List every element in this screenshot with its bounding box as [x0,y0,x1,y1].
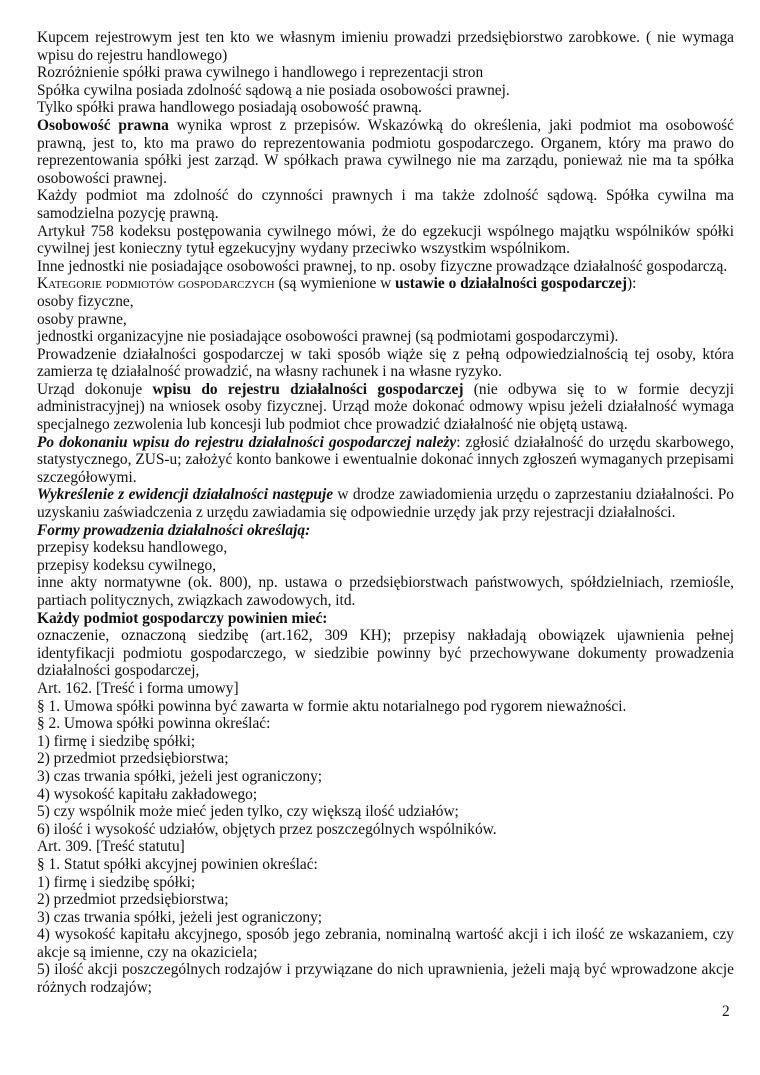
paragraph [37,82,734,100]
text-run: 5) czy wspólnik może mieć jeden tylko, czy większą ilość udziałów; [37,803,459,821]
paragraph [37,64,734,82]
paragraph [37,557,734,575]
text-run: Artykuł 758 kodeksu postępowania cywilnego mówi, że do egzekucji wspólnego majątku wspólników spółki cywilnej jest konieczny tytuł egzekucyjny wydany przeciwko wszystkim wspólnikom. [37,222,734,258]
text-run: Art. 162. [Treść i forma umowy] [37,679,239,697]
emphasized-text: Osobowość prawna [37,116,169,134]
document-body [37,29,734,997]
text-run: 4) wysokość kapitału zakładowego; [37,785,258,803]
emphasized-text: ustawie o działalności gospodarczej [395,275,627,293]
paragraph [37,275,734,293]
paragraph [37,768,734,786]
paragraph [37,627,734,680]
text-run: 3) czas trwania spółki, jeżeli jest ograniczony; [37,908,323,926]
emphasized-text: wpisu do rejestru działalności gospodarczej [152,380,464,398]
paragraph [37,346,734,381]
text-run: 1) firmę i siedzibę spółki; [37,873,196,891]
emphasized-text: Formy prowadzenia działalności określają: [37,521,311,539]
paragraph [37,610,734,628]
text-run: (nie odbywa się to w formie decyzji administracyjnej) na wniosek osoby fizycznej. Urząd może dokonać odmowy wpisu jeżeli działalność wymaga specjalnego zezwolenia lub koncesji lub podmiot chce prowadzić działalność nie objętą ustawą. [37,380,735,434]
text-run: przepisy kodeksu handlowego, [37,539,228,557]
text-run: § 2. Umowa spółki powinna określać: [37,715,271,733]
paragraph [37,856,734,874]
paragraph [37,926,734,961]
text-run: 2) przedmiot przedsiębiorstwa; [37,891,229,909]
text-run: inne akty normatywne (ok. 800), np. ustawa o przedsiębiorstwach państwowych, spółdzielniach, rzemiośle, partiach politycznych, związkach zawodowych, itd. [37,574,734,609]
text-run: Art. 309. [Treść statutu] [37,838,185,856]
text-run: Prowadzenie działalności gospodarczej w taki sposób wiąże się z pełną odpowiedzialnością tej osoby, która zamierza tę działalność prowadzić, na własny rachunek i na własne ryzyko. [37,345,734,381]
text-run: (są wymienione w [274,275,396,293]
text-run: jednostki organizacyjne nie posiadające osobowości prawnej (są podmiotami gospodarczymi). [37,328,619,346]
text-run: 3) czas trwania spółki, jeżeli jest ograniczony; [37,767,323,785]
text-run: Inne jednostki nie posiadające osobowości prawnej, to np. osoby fizyczne prowadzące działalność gospodarczą. [37,257,728,275]
text-run: ): [627,275,637,293]
text-run: § 1. Statut spółki akcyjnej powinien określać: [37,855,318,873]
paragraph [37,715,734,733]
text-run: Urząd dokonuje [37,380,153,398]
paragraph [37,258,734,276]
text-run: § 1. Umowa spółki powinna być zawarta w formie aktu notarialnego pod rygorem nieważności. [37,697,627,715]
emphasized-text: Wykreślenie z ewidencji działalności następuje [37,486,334,504]
paragraph [37,574,734,609]
paragraph [37,838,734,856]
paragraph [37,821,734,839]
text-run: w drodze zawiadomienia urzędu o zaprzestaniu działalności. Po uzyskaniu zaświadczenia z urzędu zawiadamia się odpowiednie urzędy jak przy rejestracji działalności. [37,486,734,522]
text-run: 4) wysokość kapitału akcyjnego, sposób jego zebrania, nominalną wartość akcji i ich ilość ze wskazaniem, czy akcje są imienne, czy na okaziciela; [37,926,734,961]
paragraph [37,874,734,892]
text-run: 5) ilość akcji poszczególnych rodzajów i przywiązane do nich uprawnienia, jeżeli mają być wprowadzone akcje różnych rodzajów; [37,961,734,997]
text-run: osoby prawne, [37,310,127,328]
paragraph [37,522,734,540]
text-run: oznaczenie, oznaczoną siedzibę (art.162, 309 KH); przepisy nakładają obowiązek ujawnienia pełnej identyfikacji podmiotu gospodarczego, w siedzibie powinny być przechowywane dokumenty prowadzenia działalności gospodarczej, [37,627,734,680]
text-run: wynika wprost z przepisów. Wskazówką do określenia, jaki podmiot ma osobowość prawną, jest to, kto ma prawo do reprezentowania podmiotu gospodarczego. Organem, który ma prawo do reprezentowania spółki jest zarząd. W spółkach prawa cywilnego nie ma zarządu, ponieważ nie ma ta spółka osobowości prawnej. [37,116,734,187]
paragraph [37,733,734,751]
text-run: Rozróżnienie spółki prawa cywilnego i handlowego i reprezentacji stron [37,64,484,82]
text-run: Spółka cywilna posiada zdolność sądową a nie posiada osobowości prawnej. [37,81,510,99]
paragraph [37,680,734,698]
paragraph [37,117,734,187]
paragraph [37,803,734,821]
paragraph [37,750,734,768]
paragraph [37,99,734,117]
text-run: : zgłosić działalność do urzędu skarbowego, statystycznego, ZUS-u; założyć konto bankowe i ewentualnie dokonać innych zgłoszeń wymaganych przepisami szczegółowymi. [37,433,734,486]
paragraph [37,293,734,311]
emphasized-text: Kategorie podmiotów gospodarczych [37,275,275,293]
text-run: 2) przedmiot przedsiębiorstwa; [37,750,229,768]
text-run: Każdy podmiot ma zdolność do czynności prawnych i ma także zdolność sądową. Spółka cywilna ma samodzielna pozycję prawną. [37,187,734,222]
paragraph [37,891,734,909]
paragraph [37,539,734,557]
text-run: osoby fizyczne, [37,292,134,310]
paragraph [37,223,734,258]
paragraph [37,311,734,329]
text-run: Kupcem rejestrowym jest ten kto we własnym imieniu prowadzi przedsiębiorstwo zarobkowe. ( nie wymaga wpisu do rejestru handlowego) [37,29,734,64]
paragraph [37,486,734,521]
paragraph [37,328,734,346]
text-run: Tylko spółki prawa handlowego posiadają osobowość prawną. [37,99,422,117]
paragraph [37,909,734,927]
text-run: przepisy kodeksu cywilnego, [37,556,217,574]
emphasized-text: Każdy podmiot gospodarczy powinien mieć: [37,609,328,627]
paragraph [37,786,734,804]
text-run: 1) firmę i siedzibę spółki; [37,732,196,750]
page-number: 2 [722,1003,730,1020]
emphasized-text: Po dokonaniu wpisu do rejestru działalności gospodarczej należy [37,433,457,451]
paragraph [37,961,734,996]
text-run: 6) ilość i wysokość udziałów, objętych przez poszczególnych wspólników. [37,820,497,838]
paragraph [37,187,734,222]
paragraph [37,434,734,487]
paragraph [37,698,734,716]
paragraph [37,29,734,64]
paragraph [37,381,734,434]
